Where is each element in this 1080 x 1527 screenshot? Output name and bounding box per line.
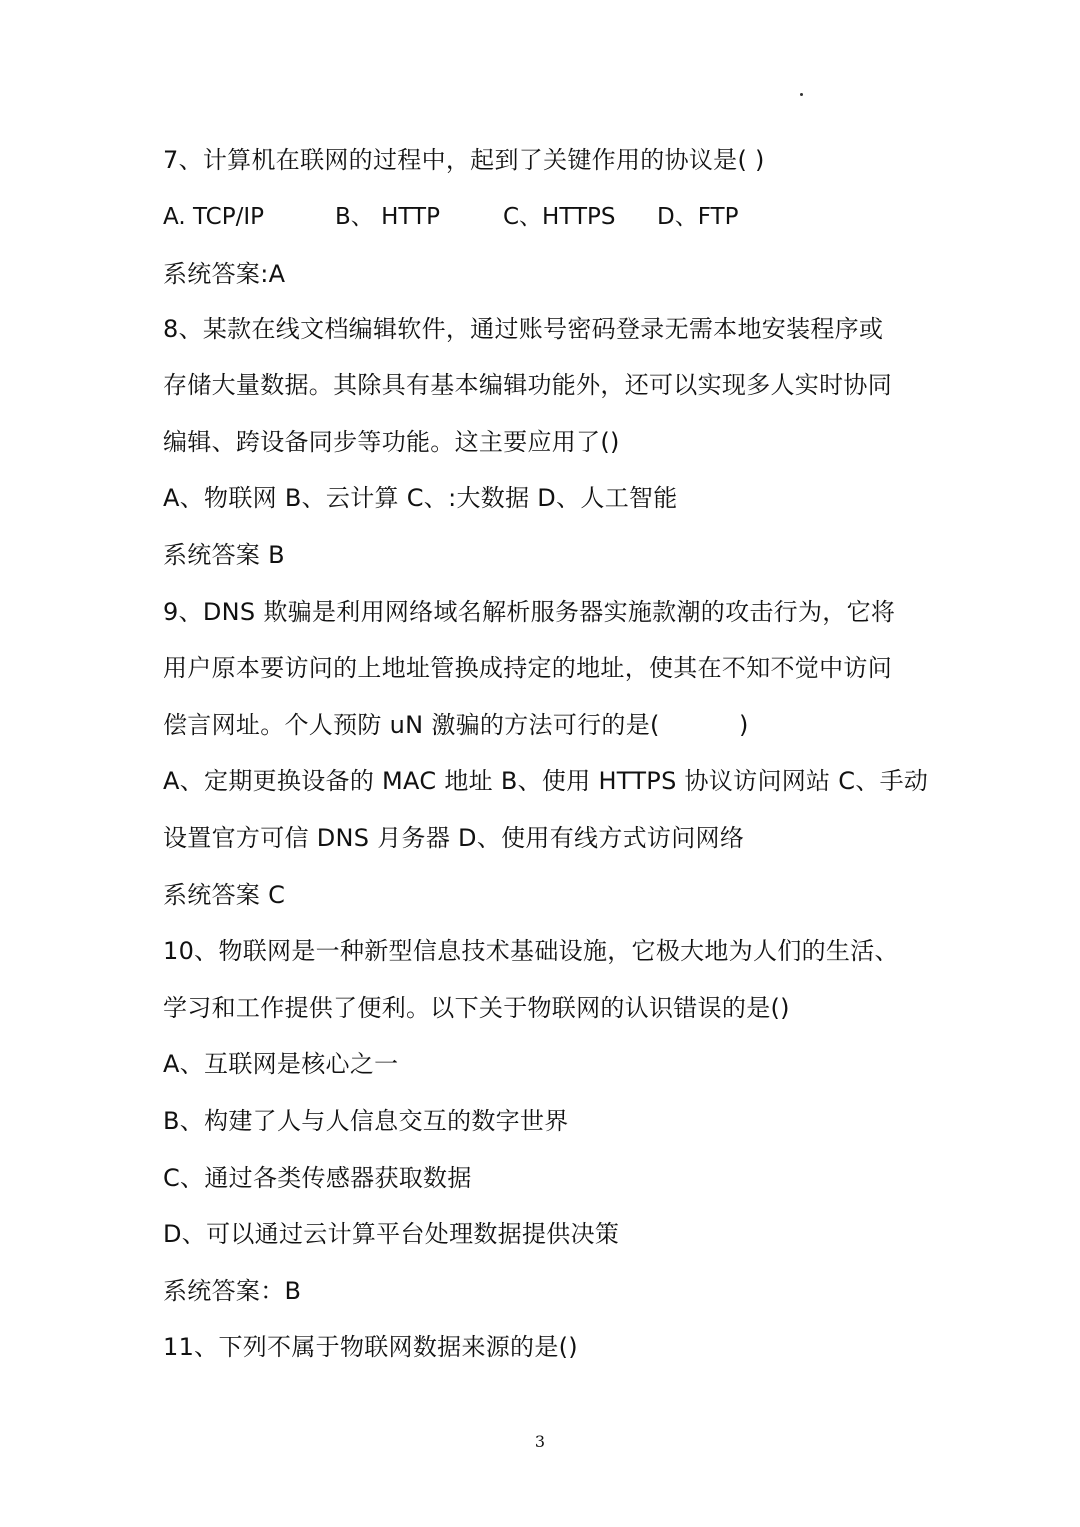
q7-option-b: B、 HTTP [335, 204, 440, 230]
q9-answer: 系统答案 C [163, 881, 286, 909]
scan-dot-mark [800, 93, 803, 96]
page-number: 3 [534, 1432, 546, 1451]
q10-option-c: C、通过各类传感器获取数据 [163, 1164, 472, 1192]
q10-option-b: B、构建了人与人信息交互的数字世界 [163, 1107, 569, 1135]
q7-stem: 7、计算机在联网的过程中，起到了关键作用的协议是( ) [163, 146, 765, 174]
q10-stem-line-2: 学习和工作提供了便利。以下关于物联网的认识错误的是() [163, 994, 790, 1022]
q7-option-d: D、FTP [657, 204, 739, 230]
q7-option-c: C、HTTPS [503, 204, 616, 230]
q9-options-line-2: 设置官方可信 DNS 月务器 D、使用有线方式访问网络 [163, 824, 745, 852]
q7-answer: 系统答案:A [163, 260, 286, 288]
q11-stem: 11、下列不属于物联网数据来源的是() [163, 1333, 578, 1361]
q8-stem-line-2: 存储大量数据。其除具有基本编辑功能外，还可以实现多人实时协同 [163, 371, 892, 399]
q8-stem-line-3: 编辑、跨设备同步等功能。这主要应用了() [163, 428, 620, 456]
q10-option-a: A、互联网是核心之一 [163, 1050, 399, 1078]
q10-answer: 系统答案：B [163, 1277, 302, 1305]
q8-answer: 系统答案 B [163, 541, 285, 569]
q8-options: A、物联网 B、云计算 C、:大数据 D、人工智能 [163, 484, 678, 512]
q7-options [163, 201, 863, 233]
q9-stem-line-1: 9、DNS 欺骗是利用网络域名解析服务器实施款潮的攻击行为，它将 [163, 598, 896, 626]
q9-options-line-1: A、定期更换设备的 MAC 地址 B、使用 HTTPS 协议访问网站 C、手动 [163, 767, 929, 795]
q9-stem-line-3: 偿言网址。个人预防 uN 激骗的方法可行的是( ) [163, 711, 749, 739]
q10-stem-line-1: 10、物联网是一种新型信息技术基础设施，它极大地为人们的生活、 [163, 937, 899, 965]
q8-stem-line-1: 8、某款在线文档编辑软件，通过账号密码登录无需本地安装程序或 [163, 315, 884, 343]
q10-option-d: D、可以通过云计算平台处理数据提供决策 [163, 1220, 620, 1248]
q9-stem-line-2: 用户原本要访问的上地址管换成持定的地址，使其在不知不觉中访问 [163, 654, 892, 682]
q7-option-a: A. TCP/IP [163, 204, 264, 230]
